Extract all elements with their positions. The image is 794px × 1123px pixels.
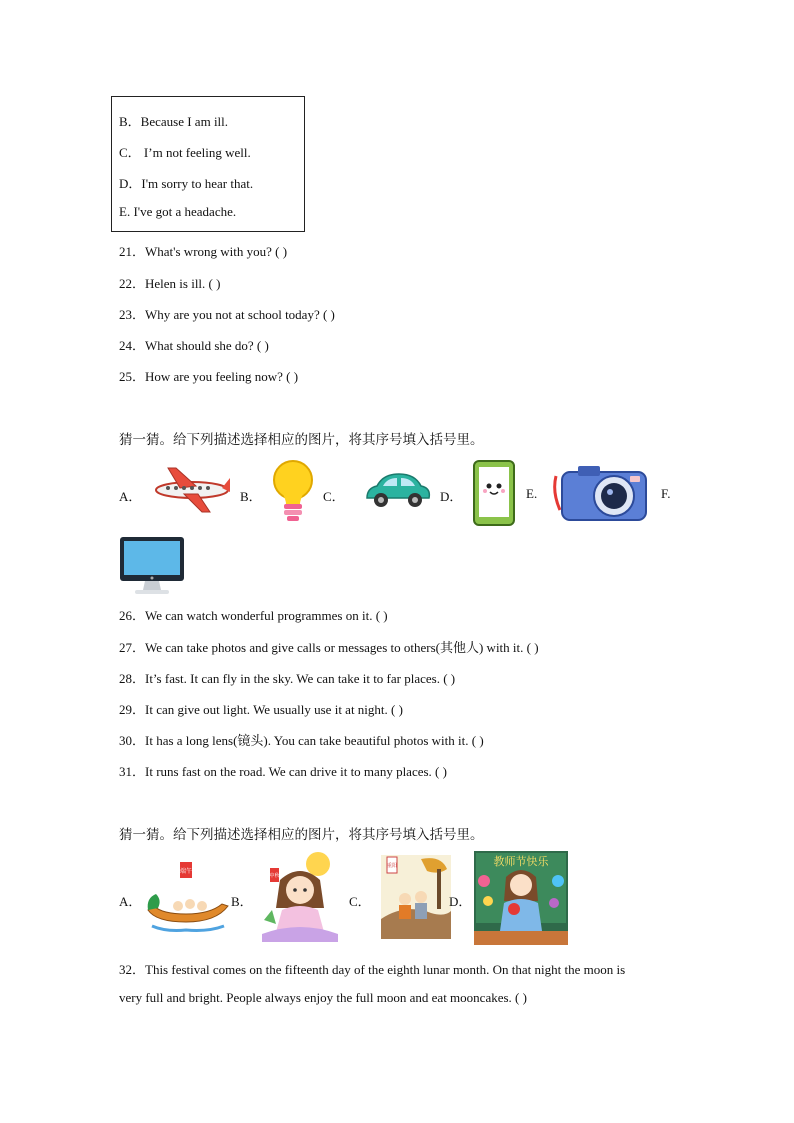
question-26: 26．We can watch wonderful programmes on it. ( ) bbox=[119, 608, 388, 623]
question-29: 29．It can give out light. We usually use it at night. ( ) bbox=[119, 702, 403, 717]
question-25: 25．How are you feeling now? ( ) bbox=[119, 369, 299, 384]
option-e-label: E. bbox=[526, 486, 538, 501]
question-23: 23．Why are you not at school today? ( ) bbox=[119, 307, 335, 322]
question-32-line-1: 32．This festival comes on the fifteenth day of the eighth lunar month. On that night the moon is bbox=[119, 962, 626, 977]
question-24: 24．What should she do? ( ) bbox=[119, 338, 269, 353]
option-a-label: A． bbox=[119, 489, 142, 504]
option-d-label: D． bbox=[440, 489, 463, 504]
mid-autumn-girl-icon bbox=[258, 850, 342, 948]
airplane-icon bbox=[150, 466, 232, 520]
camera-icon bbox=[550, 462, 650, 526]
festival-tag-b: 中秋 bbox=[269, 873, 280, 879]
light-bulb-icon bbox=[272, 460, 314, 528]
car-icon bbox=[363, 470, 433, 514]
section-3-heading: 猜一猜。给下列描述选择相应的图片，将其序号填入括号里。 bbox=[119, 827, 484, 843]
teachers-day-icon bbox=[474, 851, 568, 949]
festival-tag-a: 端午 bbox=[179, 868, 193, 875]
question-27: 27．We can take photos and give calls or messages to others(其他人) with it. ( ) bbox=[119, 640, 539, 655]
festival-option-d-label: D． bbox=[449, 894, 472, 909]
option-c-label: C． bbox=[323, 489, 345, 504]
option-f-label: F. bbox=[661, 486, 671, 501]
question-28: 28．It’s fast. It can fly in the sky. We can take it to far places. ( ) bbox=[119, 671, 456, 686]
question-32-line-2: very full and bright. People always enjoy the full moon and eat mooncakes. ( ) bbox=[119, 990, 527, 1005]
box-option-b: B．Because I am ill. bbox=[119, 114, 229, 129]
festival-option-a-label: A． bbox=[119, 894, 142, 909]
box-option-c: C． I’m not feeling well. bbox=[119, 145, 251, 160]
question-22: 22．Helen is ill. ( ) bbox=[119, 276, 221, 291]
computer-monitor-icon bbox=[119, 536, 185, 600]
section-2-heading: 猜一猜。给下列描述选择相应的图片，将其序号填入括号里。 bbox=[119, 432, 484, 448]
question-30: 30．It has a long lens(镜头). You can take beautiful photos with it. ( ) bbox=[119, 733, 484, 748]
festival-option-c-label: C． bbox=[349, 894, 371, 909]
dragon-boat-icon bbox=[146, 860, 230, 940]
option-b-label: B． bbox=[240, 489, 262, 504]
question-31: 31．It runs fast on the road. We can drive it to many places. ( ) bbox=[119, 764, 447, 779]
mobile-phone-icon bbox=[473, 460, 515, 530]
box-option-e: E. I've got a headache. bbox=[119, 204, 237, 219]
festival-tag-c: 重阳 bbox=[386, 863, 398, 869]
festival-tag-d: 教师节快乐 bbox=[493, 855, 549, 868]
festival-option-b-label: B． bbox=[231, 894, 253, 909]
question-21: 21．What's wrong with you? ( ) bbox=[119, 244, 288, 259]
box-option-d: D．I'm sorry to hear that. bbox=[119, 176, 254, 191]
double-ninth-elders-icon bbox=[381, 855, 451, 943]
